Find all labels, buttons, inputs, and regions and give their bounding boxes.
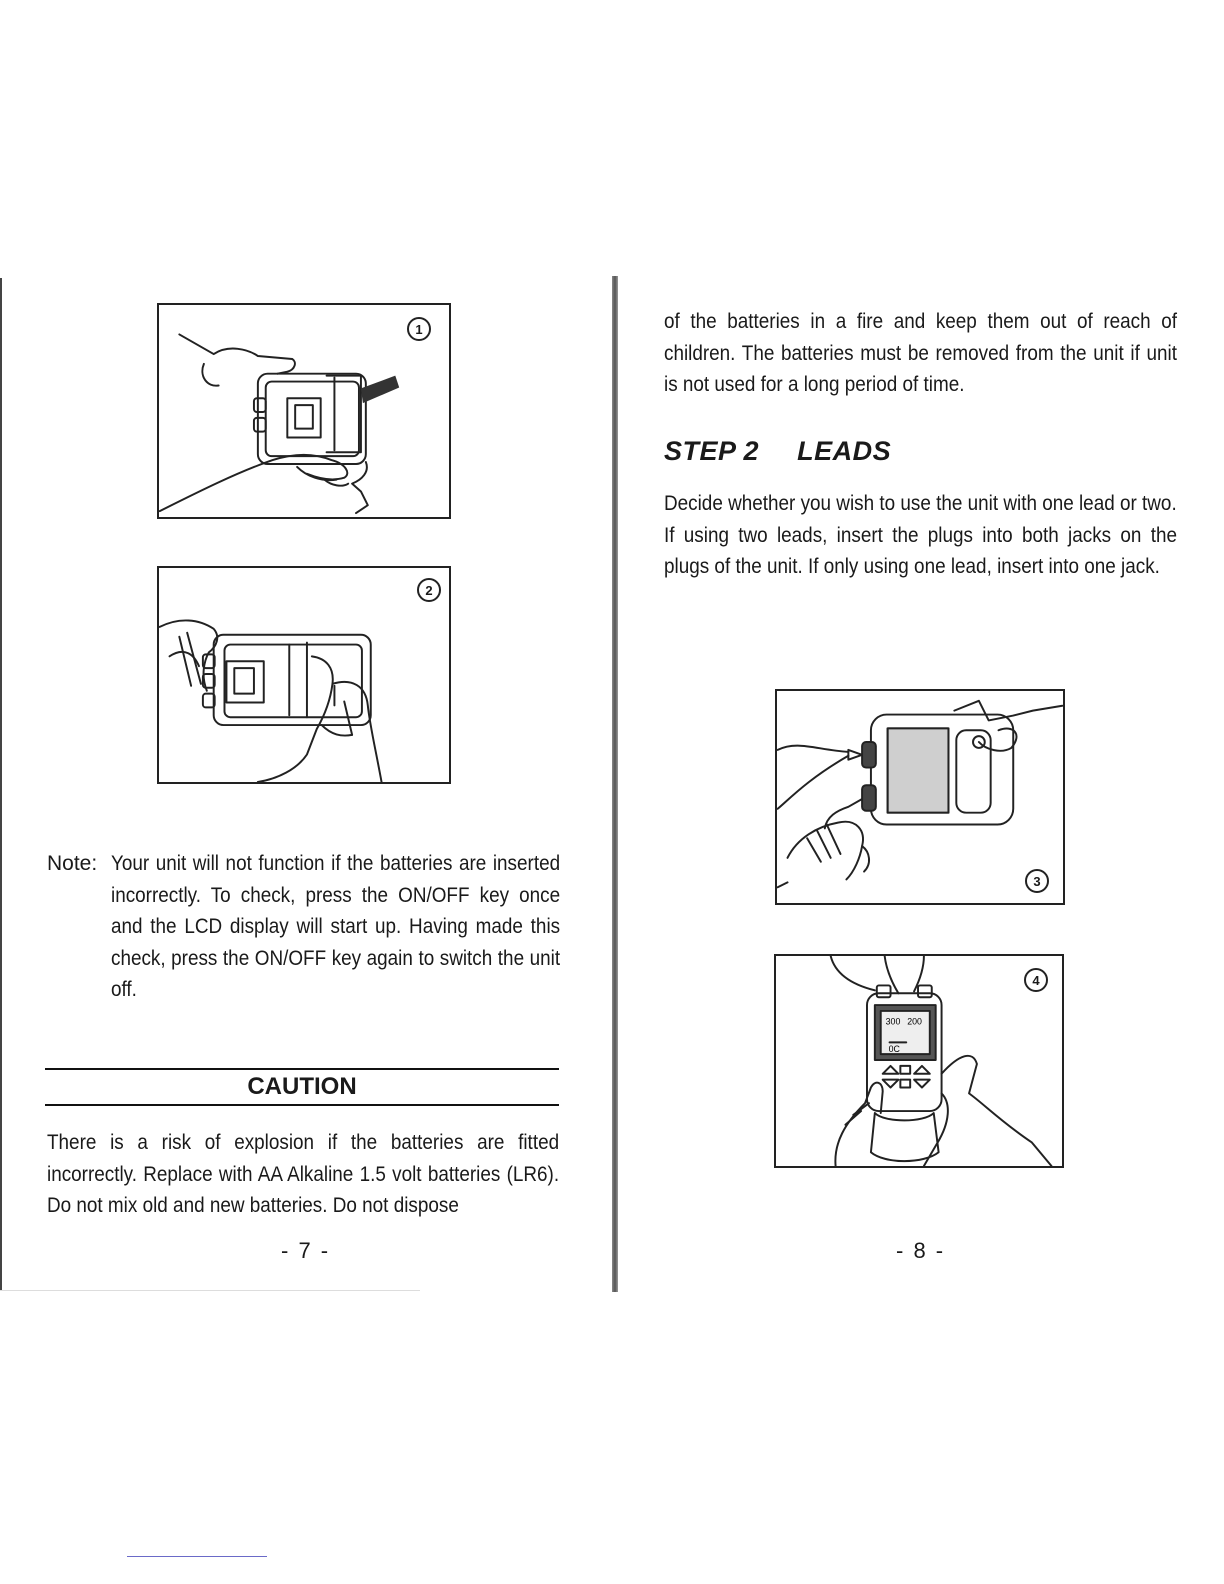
page-number: - 8 -	[896, 1238, 946, 1263]
page-number: - 7 -	[281, 1238, 331, 1263]
step-title: LEADS	[797, 436, 892, 466]
page-left-edge	[0, 278, 2, 1290]
paragraph: Decide whether you wish to use the unit with one lead or two.	[664, 492, 1177, 515]
caution-top-rule	[45, 1068, 559, 1070]
book-gutter	[612, 276, 618, 1292]
hands-removing-battery-cover-illustration	[159, 305, 449, 517]
figure-number-badge: 4	[1024, 968, 1048, 992]
hands-inserting-batteries-illustration	[159, 568, 449, 782]
figure-4-unit-with-leads	[774, 954, 1064, 1168]
note-label: Note:	[47, 852, 98, 875]
continued-text: of the batteries in a fire and keep them out of reach of children. The batteries must be removed from the unit if unit is not used for a long period of time.	[664, 310, 1177, 396]
lcd-reading: 0C	[888, 1044, 900, 1055]
page-bottom-edge	[0, 1290, 420, 1291]
figure-3-plug-lead	[775, 689, 1065, 905]
note-text: Your unit will not function if the batteries are inserted incorrectly. To check, press the ON/OFF key once and the LCD display will start up. Having made this check, press the ON/OFF key again to switch the unit off.	[111, 852, 561, 1001]
lcd-reading: 300	[885, 1016, 901, 1027]
caution-heading: CAUTION	[247, 1073, 357, 1100]
figure-number-badge: 2	[417, 578, 441, 602]
paragraph: If using two leads, insert the plugs into both jacks on the plugs of the unit. If only using one lead, insert into one jack.	[664, 523, 1177, 578]
hands-holding-unit-with-leads-illustration	[776, 956, 1062, 1166]
leads-instructions	[664, 488, 1177, 583]
figure-number-badge: 3	[1025, 869, 1049, 893]
caution-bottom-rule	[45, 1104, 559, 1106]
figure-number-badge: 1	[407, 317, 431, 341]
hand-plugging-lead-into-unit-illustration	[777, 691, 1063, 903]
figure-1-battery-cover	[157, 303, 451, 519]
step-label: STEP 2	[664, 436, 760, 466]
figure-2-insert-batteries	[157, 566, 451, 784]
lcd-reading: 200	[907, 1016, 922, 1027]
caution-text: There is a risk of explosion if the batteries are fitted incorrectly. Replace with AA Alkaline 1.5 volt batteries (LR6). Do not mix old and new batteries. Do not dispose	[47, 1131, 560, 1217]
step-heading	[664, 436, 891, 467]
footer-rule	[127, 1556, 267, 1557]
